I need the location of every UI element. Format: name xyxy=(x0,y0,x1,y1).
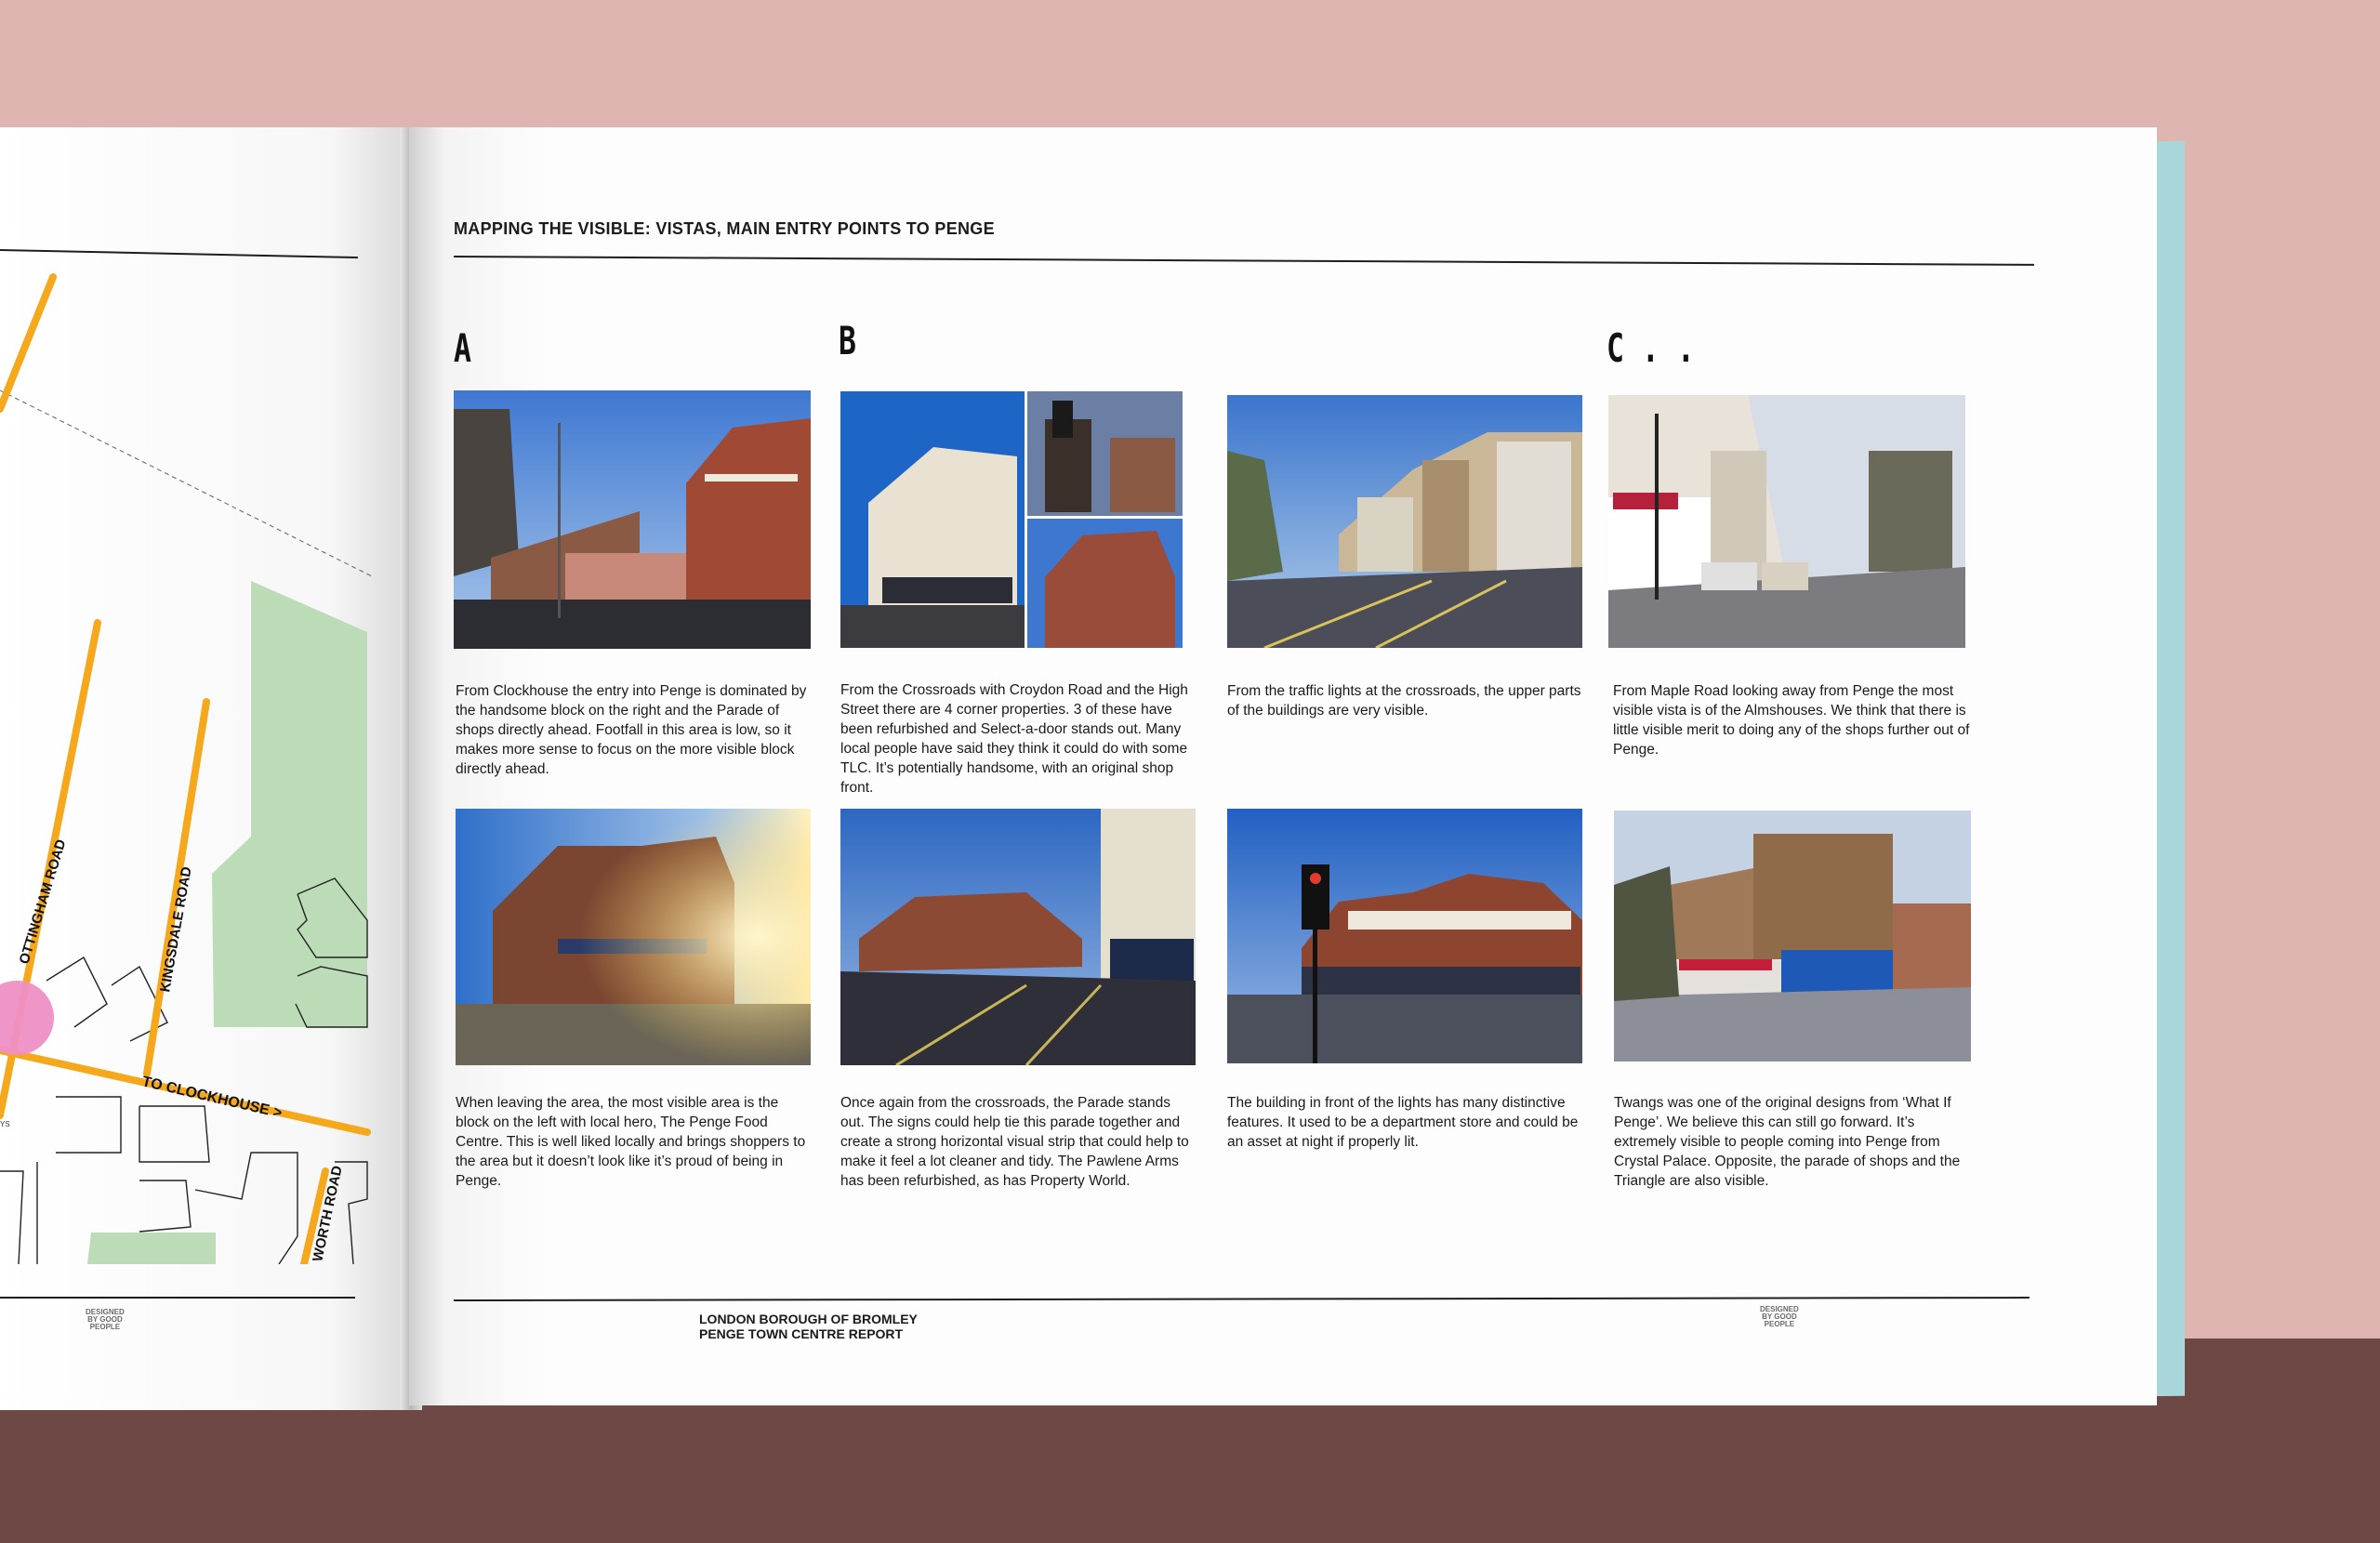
road-label-kingsdale: KINGSDALE ROAD xyxy=(157,865,195,994)
caption-mid-bottom: The building in front of the lights has many distinctive features. It used to be a department store and could be an asset at night if properly lit. xyxy=(1227,1095,1579,1150)
caption-b-top: From the Crossroads with Croydon Road and the High Street there are 4 corner properties. 3 of these have been refurbished and Select-a-door stands out. Many local people have said they think it could do with some TLC. It’s potentially handsome, with an original shop front. xyxy=(840,682,1188,796)
footer-report-title xyxy=(699,1312,918,1341)
left-page-logo: DESIGNED BY GOOD PEOPLE xyxy=(86,1308,125,1331)
left-bottom-rule xyxy=(0,1297,355,1299)
photo-clockhouse-entry xyxy=(454,390,811,649)
photo-parade-crossroads xyxy=(840,809,1196,1065)
right-page-logo: DESIGNED BY GOOD PEOPLE xyxy=(1760,1305,1799,1328)
park-area-small xyxy=(87,1233,216,1264)
photo-maple-road xyxy=(1608,395,1965,648)
map-partial-label: YS xyxy=(0,1120,10,1128)
road-label-clockhouse: TO CLOCKHOUSE > xyxy=(140,1074,284,1122)
park-area xyxy=(212,581,367,1027)
location-marker xyxy=(0,981,54,1055)
caption-b-bottom: Once again from the crossroads, the Parade stands out. The signs could help tie this parade together and create a strong horizontal visual strip that could help to make it feel a lot cleaner and tidy. The Pawlene Arms has been refurbished, as has Property World. xyxy=(840,1095,1189,1189)
section-letter-c: C . . xyxy=(1606,325,1695,371)
section-letter-b: B xyxy=(839,318,856,363)
caption-c-bottom: Twangs was one of the original designs from ‘What If Penge’. We believe this can still go forward. It’s extremely visible to people coming into Penge from Crystal Palace. Opposite, the parade of shops and the Triangle are also visible. xyxy=(1614,1095,1961,1189)
caption-c-top: From Maple Road looking away from Penge the most visible vista is of the Almshouses. We think that there is little visible merit to doing any of the shops further out of Penge. xyxy=(1613,683,1970,758)
footer-line-2: PENGE TOWN CENTRE REPORT xyxy=(699,1326,904,1341)
caption-a-top: From Clockhouse the entry into Penge is dominated by the handsome block on the right and the Parade of shops directly ahead. Footfall in this area is low, so it makes more sense to focus on the more visible block directly ahead. xyxy=(456,683,807,777)
section-letter-a: A xyxy=(454,325,471,371)
photo-former-department-store xyxy=(1227,809,1582,1063)
dashed-boundary xyxy=(0,390,372,576)
photo-penge-food-centre xyxy=(456,809,811,1065)
photo-traffic-lights-view xyxy=(1227,395,1582,648)
page-header-title: MAPPING THE VISIBLE: VISTAS, MAIN ENTRY POINTS TO PENGE xyxy=(454,219,995,238)
caption-a-bottom: When leaving the area, the most visible area is the block on the left with local hero, The Penge Food Centre. This is well liked locally and brings shoppers to the area but it doesn’t look like it’s proud of being in Penge. xyxy=(456,1095,806,1189)
photo-twangs-corner xyxy=(1614,811,1971,1062)
caption-mid-top: From the traffic lights at the crossroads, the upper parts of the buildings are very visible. xyxy=(1227,683,1581,719)
road-label-worth: WORTH ROAD xyxy=(310,1164,346,1263)
street-map xyxy=(0,186,390,1264)
road-label-ottingham: OTTINGHAM ROAD xyxy=(16,837,70,967)
photo-crossroads-corner xyxy=(840,391,1183,648)
footer-line-1: LONDON BOROUGH OF BROMLEY xyxy=(699,1312,918,1326)
